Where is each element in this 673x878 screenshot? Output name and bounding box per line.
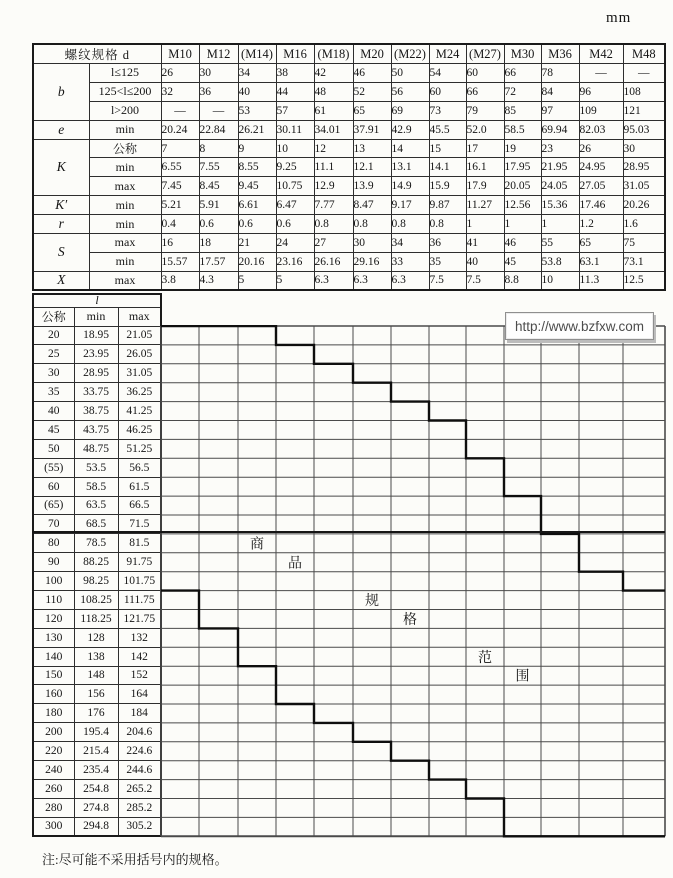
dimension-cell: 7 bbox=[161, 139, 199, 158]
dimension-cell: 97 bbox=[541, 101, 579, 120]
dimension-cell: 9.45 bbox=[238, 177, 276, 196]
dimension-cell: 8 bbox=[199, 139, 238, 158]
length-limit-cell: 132 bbox=[118, 628, 161, 647]
dimension-cell: 11.1 bbox=[314, 158, 353, 177]
length-limit-cell: 98.25 bbox=[74, 572, 118, 591]
dimension-cell: 24 bbox=[276, 234, 314, 253]
length-limit-cell: 274.8 bbox=[74, 798, 118, 817]
length-limit-cell: 111.75 bbox=[118, 590, 161, 609]
dimension-cell: 12.1 bbox=[353, 158, 391, 177]
length-nominal-cell: 300 bbox=[33, 817, 74, 836]
dimension-cell: 18 bbox=[199, 234, 238, 253]
length-limit-cell: 224.6 bbox=[118, 742, 161, 761]
length-limit-cell: 38.75 bbox=[74, 402, 118, 421]
length-limit-cell: 36.25 bbox=[118, 383, 161, 402]
length-nominal-cell: 150 bbox=[33, 666, 74, 685]
length-limit-cell: 51.25 bbox=[118, 439, 161, 458]
dimension-cell: 11.3 bbox=[579, 271, 623, 290]
dimension-cell: 0.6 bbox=[199, 215, 238, 234]
dimension-cell: 69.94 bbox=[541, 120, 579, 139]
dimension-cell: 1 bbox=[504, 215, 541, 234]
length-limit-cell: 204.6 bbox=[118, 723, 161, 742]
dimension-cell: 6.55 bbox=[161, 158, 199, 177]
row-sub-label: 125<l≤200 bbox=[89, 82, 161, 101]
length-limit-cell: 46.25 bbox=[118, 420, 161, 439]
length-limit-cell: 294.8 bbox=[74, 817, 118, 836]
row-sub-label: min bbox=[89, 120, 161, 139]
dimension-cell: 63.1 bbox=[579, 252, 623, 271]
length-limit-cell: 48.75 bbox=[74, 439, 118, 458]
row-sub-label: min bbox=[89, 158, 161, 177]
dimension-cell: 6.3 bbox=[391, 271, 429, 290]
row-sub-label: l≤125 bbox=[89, 64, 161, 83]
length-limit-cell: 78.5 bbox=[74, 534, 118, 553]
dimension-cell: 14.1 bbox=[429, 158, 466, 177]
size-header: M24 bbox=[429, 44, 466, 64]
dimension-cell: 40 bbox=[238, 82, 276, 101]
length-nominal-cell: 120 bbox=[33, 609, 74, 628]
dimension-cell: 109 bbox=[579, 101, 623, 120]
dimension-cell: 30 bbox=[199, 64, 238, 83]
dimension-cell: 9.25 bbox=[276, 158, 314, 177]
range-label-char: 规 bbox=[365, 594, 379, 610]
dimension-cell: 53 bbox=[238, 101, 276, 120]
dimension-cell: 8.45 bbox=[199, 177, 238, 196]
commercial-range-grid bbox=[160, 325, 666, 838]
length-limit-cell: 108.25 bbox=[74, 590, 118, 609]
row-group-label: K bbox=[33, 139, 89, 196]
dimension-cell: 23.16 bbox=[276, 252, 314, 271]
length-limit-cell: 101.75 bbox=[118, 572, 161, 591]
dimension-cell: 72 bbox=[504, 82, 541, 101]
dimension-cell: 15.36 bbox=[541, 196, 579, 215]
dimension-cell: 8.47 bbox=[353, 196, 391, 215]
dimension-cell: 56 bbox=[391, 82, 429, 101]
dimension-cell: 26 bbox=[579, 139, 623, 158]
size-header: M48 bbox=[623, 44, 665, 64]
dimension-cell: 19 bbox=[504, 139, 541, 158]
dimension-cell: 8.55 bbox=[238, 158, 276, 177]
dimension-cell: 32 bbox=[161, 82, 199, 101]
row-group-label: e bbox=[33, 120, 89, 139]
length-tolerance-table bbox=[32, 293, 162, 837]
dimension-cell: 45 bbox=[504, 252, 541, 271]
dimension-cell: 15.9 bbox=[429, 177, 466, 196]
dimension-cell: 66 bbox=[504, 64, 541, 83]
row-group-label: K′ bbox=[33, 196, 89, 215]
dimension-cell: 48 bbox=[314, 82, 353, 101]
dimension-cell: 17.57 bbox=[199, 252, 238, 271]
dimension-cell: 73 bbox=[429, 101, 466, 120]
dimension-cell: 46 bbox=[353, 64, 391, 83]
dimension-cell: 9.17 bbox=[391, 196, 429, 215]
length-limit-cell: 71.5 bbox=[118, 515, 161, 534]
dimension-cell: 17.9 bbox=[466, 177, 504, 196]
dimension-cell: 21.95 bbox=[541, 158, 579, 177]
dimension-cell: 41 bbox=[466, 234, 504, 253]
length-limit-cell: 21.05 bbox=[118, 326, 161, 345]
length-limit-cell: 285.2 bbox=[118, 798, 161, 817]
footnote: 注:尽可能不采用括号内的规格。 bbox=[42, 852, 228, 867]
length-limit-cell: 63.5 bbox=[74, 496, 118, 515]
dimension-cell: 6.3 bbox=[314, 271, 353, 290]
length-limit-cell: 61.5 bbox=[118, 477, 161, 496]
dimension-cell: 66 bbox=[466, 82, 504, 101]
length-nominal-cell: 45 bbox=[33, 420, 74, 439]
dimension-cell: 54 bbox=[429, 64, 466, 83]
dimension-cell: 60 bbox=[466, 64, 504, 83]
length-limit-cell: 254.8 bbox=[74, 779, 118, 798]
length-nominal-cell: 240 bbox=[33, 760, 74, 779]
dimension-cell: 15 bbox=[429, 139, 466, 158]
dimension-cell: 0.6 bbox=[276, 215, 314, 234]
dimension-cell: 3.8 bbox=[161, 271, 199, 290]
dimension-cell: 20.24 bbox=[161, 120, 199, 139]
length-limit-cell: 265.2 bbox=[118, 779, 161, 798]
length-nominal-cell: 260 bbox=[33, 779, 74, 798]
length-limit-cell: 68.5 bbox=[74, 515, 118, 534]
dimension-cell: 65 bbox=[579, 234, 623, 253]
dimension-cell: 20.05 bbox=[504, 177, 541, 196]
length-limit-cell: 215.4 bbox=[74, 742, 118, 761]
dimension-cell: 1 bbox=[466, 215, 504, 234]
length-nominal-cell: 90 bbox=[33, 553, 74, 572]
dimension-cell: 12.5 bbox=[623, 271, 665, 290]
size-header: M42 bbox=[579, 44, 623, 64]
range-label-char: 品 bbox=[288, 556, 302, 572]
dimension-cell: 84 bbox=[541, 82, 579, 101]
length-limit-cell: 56.5 bbox=[118, 458, 161, 477]
length-limit-cell: 31.05 bbox=[118, 364, 161, 383]
length-nominal-cell: 20 bbox=[33, 326, 74, 345]
dimension-cell: 12.56 bbox=[504, 196, 541, 215]
dimension-cell: 14 bbox=[391, 139, 429, 158]
dimension-cell: 24.05 bbox=[541, 177, 579, 196]
dimension-cell: — bbox=[199, 101, 238, 120]
length-limit-cell: 184 bbox=[118, 704, 161, 723]
dimension-cell: 34 bbox=[391, 234, 429, 253]
dimension-cell: 23 bbox=[541, 139, 579, 158]
length-limit-cell: 176 bbox=[74, 704, 118, 723]
dimension-cell: 13.9 bbox=[353, 177, 391, 196]
dimension-cell: 121 bbox=[623, 101, 665, 120]
length-limit-cell: 88.25 bbox=[74, 553, 118, 572]
row-sub-label: max bbox=[89, 271, 161, 290]
row-group-label: S bbox=[33, 234, 89, 272]
length-limit-cell: 118.25 bbox=[74, 609, 118, 628]
dimension-cell: 4.3 bbox=[199, 271, 238, 290]
dimension-cell: 13 bbox=[353, 139, 391, 158]
length-nominal-cell: 130 bbox=[33, 628, 74, 647]
dimension-cell: 1.6 bbox=[623, 215, 665, 234]
dimension-cell: 27 bbox=[314, 234, 353, 253]
row-sub-label: min bbox=[89, 196, 161, 215]
length-limit-cell: 41.25 bbox=[118, 402, 161, 421]
dimension-cell: 17 bbox=[466, 139, 504, 158]
dimension-cell: 26.16 bbox=[314, 252, 353, 271]
length-nominal-cell: 180 bbox=[33, 704, 74, 723]
dimension-cell: 9.87 bbox=[429, 196, 466, 215]
dimension-cell: 5.21 bbox=[161, 196, 199, 215]
length-nominal-cell: 280 bbox=[33, 798, 74, 817]
length-limit-cell: 156 bbox=[74, 685, 118, 704]
length-nominal-cell: 140 bbox=[33, 647, 74, 666]
length-limit-cell: 142 bbox=[118, 647, 161, 666]
thread-spec-header: 螺纹规格 d bbox=[33, 44, 161, 64]
size-header: M10 bbox=[161, 44, 199, 64]
dimension-cell: 85 bbox=[504, 101, 541, 120]
dimension-cell: 12.9 bbox=[314, 177, 353, 196]
dimension-cell: 7.45 bbox=[161, 177, 199, 196]
dimension-cell: 52.0 bbox=[466, 120, 504, 139]
row-sub-label: max bbox=[89, 234, 161, 253]
length-limit-cell: 128 bbox=[74, 628, 118, 647]
length-limit-cell: 148 bbox=[74, 666, 118, 685]
length-nominal-cell: (55) bbox=[33, 458, 74, 477]
row-group-label: b bbox=[33, 64, 89, 121]
dimension-cell: 13.1 bbox=[391, 158, 429, 177]
length-limit-cell: 28.95 bbox=[74, 364, 118, 383]
length-limit-cell: 43.75 bbox=[74, 420, 118, 439]
length-limit-cell: 18.95 bbox=[74, 326, 118, 345]
dimension-cell: 20.26 bbox=[623, 196, 665, 215]
dimension-cell: 17.46 bbox=[579, 196, 623, 215]
dimension-cell: 33 bbox=[391, 252, 429, 271]
dimension-cell: — bbox=[623, 64, 665, 83]
length-limit-cell: 26.05 bbox=[118, 345, 161, 364]
dimension-cell: 55 bbox=[541, 234, 579, 253]
length-nominal-cell: 35 bbox=[33, 383, 74, 402]
dimension-cell: 27.05 bbox=[579, 177, 623, 196]
size-header: M30 bbox=[504, 44, 541, 64]
dimension-cell: 16.1 bbox=[466, 158, 504, 177]
length-nominal-cell: 110 bbox=[33, 590, 74, 609]
dimension-cell: 1 bbox=[541, 215, 579, 234]
unit-label: mm bbox=[606, 10, 632, 26]
length-nominal-cell: 220 bbox=[33, 742, 74, 761]
row-sub-label: l>200 bbox=[89, 101, 161, 120]
dimension-cell: 1.2 bbox=[579, 215, 623, 234]
watermark-link bbox=[505, 312, 654, 340]
dimension-cell: 34.01 bbox=[314, 120, 353, 139]
range-label-char: 商 bbox=[250, 537, 264, 553]
dimension-cell: 31.05 bbox=[623, 177, 665, 196]
length-limit-cell: 33.75 bbox=[74, 383, 118, 402]
dimension-cell: 38 bbox=[276, 64, 314, 83]
dimension-cell: 24.95 bbox=[579, 158, 623, 177]
dimension-cell: 15.57 bbox=[161, 252, 199, 271]
length-limit-cell: 91.75 bbox=[118, 553, 161, 572]
dimension-cell: 11.27 bbox=[466, 196, 504, 215]
size-header: (M22) bbox=[391, 44, 429, 64]
dimension-cell: 58.5 bbox=[504, 120, 541, 139]
dimension-cell: 44 bbox=[276, 82, 314, 101]
dimension-cell: 79 bbox=[466, 101, 504, 120]
dimension-cell: 35 bbox=[429, 252, 466, 271]
dimension-cell: 12 bbox=[314, 139, 353, 158]
dimension-cell: 75 bbox=[623, 234, 665, 253]
length-limit-cell: 305.2 bbox=[118, 817, 161, 836]
dimension-cell: 46 bbox=[504, 234, 541, 253]
dimension-cell: 53.8 bbox=[541, 252, 579, 271]
bolt-dimensions-table bbox=[32, 43, 666, 291]
length-header: l bbox=[33, 294, 161, 307]
row-group-label: r bbox=[33, 215, 89, 234]
dimension-cell: 0.8 bbox=[314, 215, 353, 234]
dimension-cell: 10.75 bbox=[276, 177, 314, 196]
dimension-cell: 5 bbox=[276, 271, 314, 290]
row-sub-label: min bbox=[89, 252, 161, 271]
dimension-cell: 16 bbox=[161, 234, 199, 253]
dimension-cell: 6.3 bbox=[353, 271, 391, 290]
dimension-cell: 9 bbox=[238, 139, 276, 158]
dimension-cell: 30 bbox=[623, 139, 665, 158]
length-limit-cell: 235.4 bbox=[74, 760, 118, 779]
dimension-cell: 5 bbox=[238, 271, 276, 290]
dimension-cell: 60 bbox=[429, 82, 466, 101]
length-limit-cell: 81.5 bbox=[118, 534, 161, 553]
dimension-cell: 40 bbox=[466, 252, 504, 271]
dimension-cell: 0.8 bbox=[391, 215, 429, 234]
length-nominal-cell: 50 bbox=[33, 439, 74, 458]
length-nominal-cell: 80 bbox=[33, 534, 74, 553]
length-nominal-cell: (65) bbox=[33, 496, 74, 515]
dimension-cell: 8.8 bbox=[504, 271, 541, 290]
dimension-cell: 37.91 bbox=[353, 120, 391, 139]
dimension-cell: 42 bbox=[314, 64, 353, 83]
length-limit-cell: 66.5 bbox=[118, 496, 161, 515]
size-header: (M27) bbox=[466, 44, 504, 64]
length-column-header: min bbox=[74, 307, 118, 326]
dimension-cell: 10 bbox=[541, 271, 579, 290]
dimension-cell: — bbox=[161, 101, 199, 120]
range-label-char: 格 bbox=[403, 612, 417, 628]
dimension-cell: 22.84 bbox=[199, 120, 238, 139]
length-limit-cell: 244.6 bbox=[118, 760, 161, 779]
length-limit-cell: 195.4 bbox=[74, 723, 118, 742]
dimension-cell: 61 bbox=[314, 101, 353, 120]
dimension-cell: 0.6 bbox=[238, 215, 276, 234]
dimension-cell: 95.03 bbox=[623, 120, 665, 139]
dimension-cell: 5.91 bbox=[199, 196, 238, 215]
dimension-cell: 0.8 bbox=[353, 215, 391, 234]
watermark-url: http://www.bzfxw.com bbox=[514, 318, 645, 334]
range-label-char: 范 bbox=[478, 650, 492, 666]
dimension-cell: 7.77 bbox=[314, 196, 353, 215]
dimension-cell: 17.95 bbox=[504, 158, 541, 177]
row-sub-label: max bbox=[89, 177, 161, 196]
dimension-cell: 42.9 bbox=[391, 120, 429, 139]
dimension-cell: 0.8 bbox=[429, 215, 466, 234]
dimension-cell: 52 bbox=[353, 82, 391, 101]
dimension-cell: 7.55 bbox=[199, 158, 238, 177]
size-header: M16 bbox=[276, 44, 314, 64]
size-header: M12 bbox=[199, 44, 238, 64]
dimension-cell: 36 bbox=[199, 82, 238, 101]
dimension-cell: 26.21 bbox=[238, 120, 276, 139]
dimension-cell: 7.5 bbox=[466, 271, 504, 290]
dimension-cell: 20.16 bbox=[238, 252, 276, 271]
dimension-cell: 6.61 bbox=[238, 196, 276, 215]
size-header: (M18) bbox=[314, 44, 353, 64]
length-limit-cell: 164 bbox=[118, 685, 161, 704]
dimension-cell: 10 bbox=[276, 139, 314, 158]
row-group-label: X bbox=[33, 271, 89, 290]
length-nominal-cell: 200 bbox=[33, 723, 74, 742]
dimension-cell: 30.11 bbox=[276, 120, 314, 139]
dimension-cell: 45.5 bbox=[429, 120, 466, 139]
dimension-cell: 96 bbox=[579, 82, 623, 101]
dimension-cell: 14.9 bbox=[391, 177, 429, 196]
length-nominal-cell: 40 bbox=[33, 402, 74, 421]
dimension-cell: 78 bbox=[541, 64, 579, 83]
range-label-char: 围 bbox=[515, 669, 530, 685]
length-nominal-cell: 30 bbox=[33, 364, 74, 383]
dimension-cell: 7.5 bbox=[429, 271, 466, 290]
dimension-cell: 21 bbox=[238, 234, 276, 253]
dimension-cell: 29.16 bbox=[353, 252, 391, 271]
size-header: (M14) bbox=[238, 44, 276, 64]
dimension-cell: 30 bbox=[353, 234, 391, 253]
dimension-cell: 6.47 bbox=[276, 196, 314, 215]
dimension-cell: 0.4 bbox=[161, 215, 199, 234]
length-limit-cell: 138 bbox=[74, 647, 118, 666]
length-nominal-cell: 60 bbox=[33, 477, 74, 496]
dimension-cell: 26 bbox=[161, 64, 199, 83]
dimension-cell: 73.1 bbox=[623, 252, 665, 271]
dimension-cell: 82.03 bbox=[579, 120, 623, 139]
length-limit-cell: 152 bbox=[118, 666, 161, 685]
length-limit-cell: 121.75 bbox=[118, 609, 161, 628]
section-divider-line bbox=[32, 531, 665, 533]
length-nominal-cell: 160 bbox=[33, 685, 74, 704]
length-limit-cell: 53.5 bbox=[74, 458, 118, 477]
length-nominal-cell: 100 bbox=[33, 572, 74, 591]
row-sub-label: min bbox=[89, 215, 161, 234]
length-column-header: 公称 bbox=[33, 307, 74, 326]
dimension-cell: 69 bbox=[391, 101, 429, 120]
dimension-cell: 28.95 bbox=[623, 158, 665, 177]
dimension-cell: 36 bbox=[429, 234, 466, 253]
length-limit-cell: 58.5 bbox=[74, 477, 118, 496]
row-sub-label: 公称 bbox=[89, 139, 161, 158]
size-header: M20 bbox=[353, 44, 391, 64]
length-column-header: max bbox=[118, 307, 161, 326]
dimension-cell: — bbox=[579, 64, 623, 83]
length-nominal-cell: 70 bbox=[33, 515, 74, 534]
dimension-cell: 65 bbox=[353, 101, 391, 120]
dimension-cell: 108 bbox=[623, 82, 665, 101]
length-limit-cell: 23.95 bbox=[74, 345, 118, 364]
dimension-cell: 50 bbox=[391, 64, 429, 83]
dimension-cell: 57 bbox=[276, 101, 314, 120]
size-header: M36 bbox=[541, 44, 579, 64]
length-nominal-cell: 25 bbox=[33, 345, 74, 364]
dimension-cell: 34 bbox=[238, 64, 276, 83]
